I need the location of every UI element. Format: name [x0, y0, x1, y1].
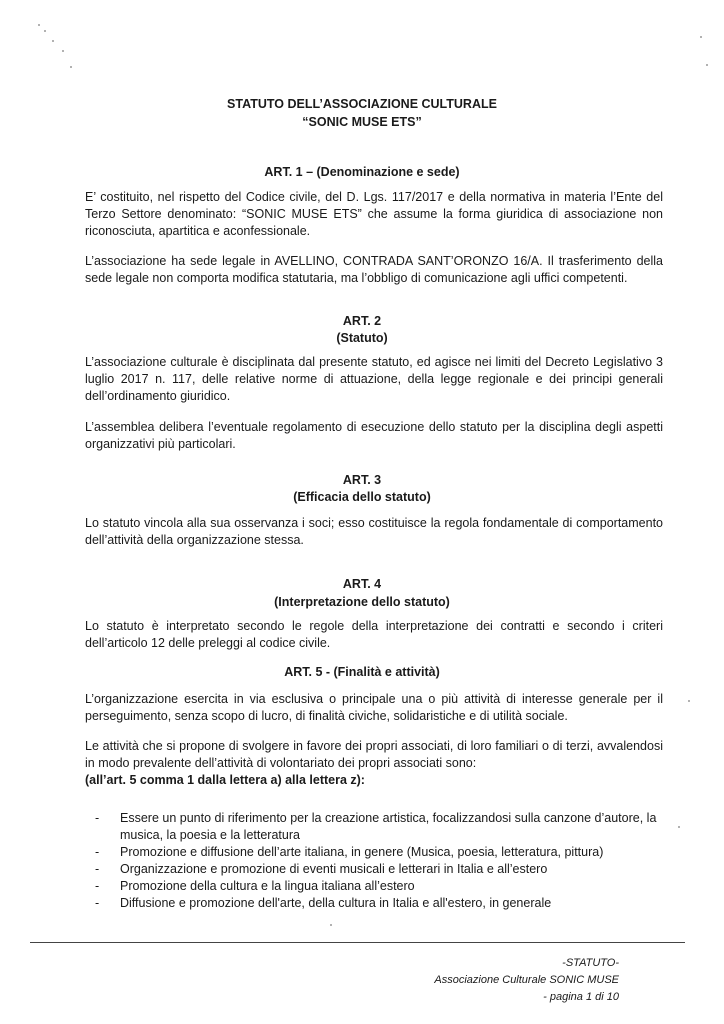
footer-label: -STATUTO-	[562, 957, 619, 969]
list-item	[95, 810, 695, 844]
list-item-text: Organizzazione e promozione di eventi musicali e letterari in Italia e all’estero	[120, 862, 548, 876]
list-item-text: Essere un punto di riferimento per la creazione artistica, focalizzandosi sulla canzone d’autore, la musica, la poesia e la letteratura	[120, 811, 657, 842]
scan-speck	[44, 30, 46, 32]
footer-divider	[30, 942, 685, 943]
art5-paragraph-3: (all’art. 5 comma 1 dalla lettera a) alla lettera z):	[85, 773, 365, 787]
scan-speck	[706, 64, 708, 66]
footer-association-name: Associazione Culturale SONIC MUSE	[434, 974, 619, 986]
art4-heading: ART. 4	[342, 577, 382, 591]
art2-paragraph-2: L’assemblea delibera l’eventuale regolamento di esecuzione dello statuto per la disciplina degli aspetti organizzativi più particolari.	[85, 420, 663, 451]
list-item	[95, 844, 695, 861]
art1-paragraph-1: E’ costituito, nel rispetto del Codice civile, del D. Lgs. 117/2017 e della normativa in materia l’Ente del Terzo Settore denominato: “SONIC MUSE ETS” che assume la forma giuridica di associazione non riconosciuta, apartitica e aconfessionale.	[85, 190, 663, 238]
art3-heading: ART. 3	[342, 473, 382, 487]
art3-subheading: (Efficacia dello statuto)	[293, 490, 431, 504]
list-item	[95, 895, 695, 912]
footer-page-number: - pagina 1 di 10	[543, 991, 619, 1003]
art2-paragraph-1: L’associazione culturale è disciplinata dal presente statuto, ed agisce nei limiti del Decreto Legislativo 3 luglio 2017 n. 117, delle relative norme di attuazione, della legge regionale e dei principi generali dell’ordinamento giuridico.	[85, 355, 663, 403]
list-bullet: -	[95, 862, 100, 876]
list-item	[95, 878, 695, 895]
list-item	[95, 861, 695, 878]
scan-speck	[688, 700, 690, 702]
scan-speck	[330, 924, 332, 926]
art3-paragraph-1: Lo statuto vincola alla sua osservanza i soci; esso costituisce la regola fondamentale di comportamento dell’attività della organizzazione stessa.	[85, 516, 663, 547]
scan-speck	[62, 50, 64, 52]
art5-heading: ART. 5 - (Finalità e attività)	[284, 665, 440, 679]
list-bullet: -	[95, 845, 100, 859]
document-title-line2: “SONIC MUSE ETS”	[302, 115, 422, 129]
document-title-line1: STATUTO DELL’ASSOCIAZIONE CULTURALE	[227, 97, 497, 111]
scan-speck	[70, 66, 72, 68]
list-item-text: Promozione e diffusione dell’arte italiana, in genere (Musica, poesia, letteratura, pittura)	[120, 845, 604, 859]
art5-paragraph-1: L’organizzazione esercita in via esclusiva o principale una o più attività di interesse generale per il perseguimento, senza scopo di lucro, di finalità civiche, solidaristiche e di utilità sociale.	[85, 692, 663, 723]
list-item-text: Promozione della cultura e la lingua italiana all’estero	[120, 879, 415, 893]
art5-activity-list	[95, 810, 695, 912]
art2-subheading: (Statuto)	[336, 331, 388, 345]
art1-paragraph-2: L’associazione ha sede legale in AVELLINO, CONTRADA SANT’ORONZO 16/A. Il trasferimento della sede legale non comporta modifica statutaria, ma l’obbligo di comunicazione agli uffici competenti.	[85, 254, 663, 285]
list-bullet: -	[95, 879, 100, 893]
art4-subheading: (Interpretazione dello statuto)	[274, 595, 450, 609]
list-bullet: -	[95, 896, 100, 910]
art2-heading: ART. 2	[342, 314, 382, 328]
art1-heading: ART. 1 – (Denominazione e sede)	[264, 165, 460, 179]
list-item-text: Diffusione e promozione dell'arte, della cultura in Italia e all'estero, in generale	[120, 896, 552, 910]
scan-speck	[700, 36, 702, 38]
list-bullet: -	[95, 811, 100, 825]
scan-speck	[38, 24, 40, 26]
scan-speck	[52, 40, 54, 42]
art5-paragraph-2: Le attività che si propone di svolgere in favore dei propri associati, di loro familiari o di terzi, avvalendosi in modo prevalente dell’attività di volontariato dei propri associati sono:	[85, 739, 663, 770]
art4-paragraph-1: Lo statuto è interpretato secondo le regole della interpretazione dei contratti e secondo i criteri dell’articolo 12 delle preleggi al codice civile.	[85, 619, 663, 650]
